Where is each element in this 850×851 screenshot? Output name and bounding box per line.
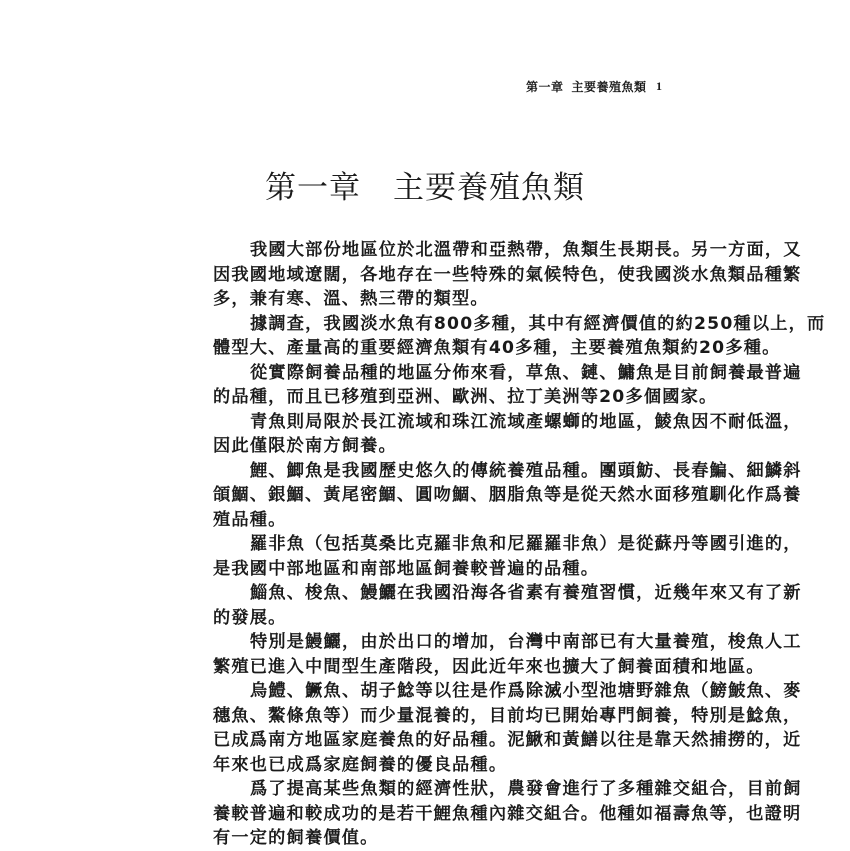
text-line: 爲了提高某些魚類的經濟性狀，農發會進行了多種雜交組合，目前飼 — [250, 779, 802, 799]
text-line: 因此僅限於南方飼養。 — [213, 436, 397, 456]
text-line: 的品種，而且已移殖到亞洲、歐洲、拉丁美洲等20多個國家。 — [213, 387, 718, 407]
text-line: 的發展。 — [213, 607, 287, 628]
text-line: 繁殖已進入中間型生產階段，因此近年來也擴大了飼養面積和地區。 — [213, 656, 765, 677]
text-line: 殖品種。 — [213, 509, 287, 530]
text-line: 多，兼有寒、溫、熱三帶的類型。 — [213, 289, 489, 309]
text-line: 養較普遍和較成功的是若干鯉魚種內雜交組合。他種如福壽魚等，也證明 — [213, 803, 802, 824]
running-header-title: 主要養殖魚類 — [571, 80, 647, 94]
text-line: 頜鯝、銀鯝、黃尾密鯝、圓吻鯝、胭脂魚等是從天然水面移殖馴化作爲養 — [213, 485, 802, 505]
page-number: 1 — [656, 79, 662, 93]
text-line: 據調查，我國淡水魚有800多種，其中有經濟價值的約250種以上，而 — [250, 313, 826, 334]
running-header — [526, 78, 647, 95]
text-line: 鯉、鯽魚是我國歷史悠久的傳統養殖品種。團頭魴、長春鯿、細鱗斜 — [250, 460, 802, 481]
text-line: 年來也已成爲家庭飼養的優良品種。 — [213, 754, 508, 775]
text-line: 穗魚、鰲條魚等）而少量混養的，目前均已開始專門飼養，特別是鯰魚， — [213, 705, 802, 726]
text-line: 烏鱧、鱖魚、胡子鯰等以往是作爲除滅小型池塘野雜魚（鰟鮍魚、麥 — [250, 681, 802, 701]
text-line: 特別是鰻鱺，由於出口的增加，台灣中南部已有大量養殖，梭魚人工 — [250, 632, 802, 652]
body-text — [213, 238, 826, 851]
text-line: 羅非魚（包括莫桑比克羅非魚和尼羅羅非魚）是從蘇丹等國引進的， — [250, 534, 802, 554]
chapter-title: 第一章 主要養殖魚類 — [265, 170, 585, 206]
running-header-chapter: 第一章 — [526, 80, 564, 94]
text-line: 我國大部份地區位於北溫帶和亞熱帶，魚類生長期長。另一方面，又 — [250, 240, 802, 260]
text-line: 體型大、產量高的重要經濟魚類有40多種，主要養殖魚類約20多種。 — [213, 338, 781, 358]
text-line: 鯔魚、梭魚、鰻鱺在我國沿海各省素有養殖習慣，近幾年來又有了新 — [250, 583, 802, 603]
text-line: 有一定的飼養價值。 — [213, 828, 379, 848]
text-line: 從實際飼養品種的地區分佈來看，草魚、鏈、鱅魚是目前飼養最普遍 — [250, 362, 802, 383]
text-line: 已成爲南方地區家庭養魚的好品種。泥鰍和黃鱔以往是靠天然捕撈的，近 — [213, 730, 802, 750]
text-line: 是我國中部地區和南部地區飼養較普遍的品種。 — [213, 558, 600, 579]
text-line: 青魚則局限於長江流域和珠江流域產螺螄的地區，鯪魚因不耐低溫， — [250, 411, 802, 432]
text-line: 因我國地域遼闊，各地存在一些特殊的氣候特色，使我國淡水魚類品種繁 — [213, 264, 802, 285]
